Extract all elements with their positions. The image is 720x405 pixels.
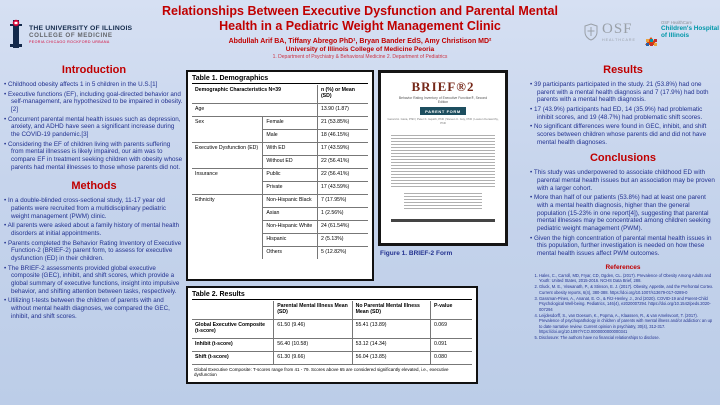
table1-row bbox=[192, 181, 368, 194]
table1-header-characteristics: Demographic Characteristics N=39 bbox=[195, 87, 282, 93]
table1-value-cell: 17 (43.59%) bbox=[317, 142, 368, 155]
table2-title: Table 2. Results bbox=[192, 291, 472, 300]
osf-healthcare-label: HEALTHCARE bbox=[602, 38, 636, 42]
table1-category-cell bbox=[192, 220, 262, 233]
bullet-item: • This study was underpowered to associate childhood ED with parental mental health issues but an association may be proven with a larger cohort. bbox=[530, 169, 716, 192]
table1-subcategory-cell: Female bbox=[262, 116, 317, 129]
table1-value-cell: 17 (43.59%) bbox=[317, 181, 368, 194]
methods-heading: Methods bbox=[71, 180, 117, 193]
uic-column-icon bbox=[8, 18, 24, 50]
bullet-item: • All parents were asked about a family history of mental health disorders at initial appointments. bbox=[4, 222, 184, 237]
bullet-item: • Concurrent parental mental health issues such as depression, anxiety, and ADHD have seen a significant increase during the COVID-19 pandemic.[3] bbox=[4, 116, 184, 139]
table1-category-cell: Sex bbox=[192, 116, 262, 129]
table1-value-cell: 2 (5.13%) bbox=[317, 233, 368, 246]
table2-row bbox=[192, 338, 472, 351]
table1-category-cell bbox=[192, 207, 262, 220]
uic-name: THE UNIVERSITY OF ILLINOIS bbox=[29, 24, 133, 32]
conclusions-heading: Conclusions bbox=[589, 152, 656, 165]
table1-category-cell: Insurance bbox=[192, 168, 262, 181]
table1-value-cell: 5 (12.82%) bbox=[317, 246, 368, 259]
poster-departments: 1. Department of Psychiatry & Behavioral Medicine 2. Department of Pediatrics bbox=[272, 53, 448, 60]
table1-row bbox=[192, 129, 368, 142]
table2-results bbox=[186, 286, 478, 384]
left-column bbox=[4, 60, 184, 401]
poster-header bbox=[130, 4, 590, 60]
table1-row bbox=[192, 142, 368, 155]
table1-category-cell: Age bbox=[192, 103, 262, 116]
table2-header-row bbox=[192, 301, 472, 319]
table1 bbox=[192, 85, 368, 259]
form-text-placeholder bbox=[391, 135, 494, 187]
table1-value-cell: 24 (61.54%) bbox=[317, 220, 368, 233]
table2-header-pmi: Parental Mental Illness Mean (SD) bbox=[273, 301, 351, 319]
table2-nopmi-cell: 56.04 (13.85) bbox=[352, 351, 430, 364]
table1-value-cell: 13.90 (1.87) bbox=[317, 103, 368, 116]
chi-region: of Illinois bbox=[661, 32, 690, 40]
methods-bullets bbox=[4, 197, 184, 320]
table1-subcategory-cell: Others bbox=[262, 246, 317, 259]
table2-pmi-cell: 56.40 (10.58) bbox=[273, 338, 351, 351]
bullet-item: • The BRIEF-2 assessments provided global executive composite (GEC), inhibit, and shift scores, which provide a global summary of executive functions, insight into impulsive behavior, and shifting attention between tasks, respectively. bbox=[4, 265, 184, 296]
poster-affiliation: University of Illinois College of Medicine Peoria bbox=[285, 45, 435, 53]
table1-row bbox=[192, 194, 368, 207]
conclusions-bullets bbox=[530, 169, 716, 257]
figure1-caption: Figure 1. BRIEF-2 Form bbox=[380, 250, 453, 257]
chi-name: Children's Hospital bbox=[661, 25, 719, 32]
table1-row bbox=[192, 246, 368, 259]
bullet-item: • Childhood obesity affects 1 in 5 children in the U.S.[1] bbox=[4, 81, 184, 89]
table2-header-pvalue: P-value bbox=[430, 301, 472, 319]
osf-childrens-hospital-logo bbox=[645, 20, 719, 39]
reference-item: 2. Gluck, M. E., Viswanath, P., & Stinson, E. J. (2017). Obesity, Appetite, and the Prefrontal Cortex. Current obesity reports, 6(4), 380-388. https://doi.org/10.1007/s13679-017-0289-0 bbox=[539, 284, 716, 295]
table1-value-cell: 1 (2.56%) bbox=[317, 207, 368, 220]
table1-subcategory-cell: Hispanic bbox=[262, 233, 317, 246]
table1-subcategory-cell: Asian bbox=[262, 207, 317, 220]
bullet-item: • Given the high concentration of parental mental health issues in this population, further investigation is needed on how these mental health issues affect PWM outcomes. bbox=[530, 235, 716, 258]
form-text-placeholder bbox=[404, 193, 482, 211]
table2-nopmi-cell: 53.12 (14.34) bbox=[352, 338, 430, 351]
introduction-bullets bbox=[4, 81, 184, 171]
table1-row bbox=[192, 220, 368, 233]
table2-measure-cell: Global Executive Composite (t-score) bbox=[192, 319, 273, 338]
references-heading: References bbox=[605, 263, 641, 271]
table1-header-values: n (%) or Mean (SD) bbox=[317, 85, 368, 103]
table1-value-cell: 22 (56.41%) bbox=[317, 168, 368, 181]
table1-row bbox=[192, 116, 368, 129]
reference-item: 4. Leijdesdorff, S., van Doesum, K., Popma, A., Klaassen, R., & van Amelsvoort, T. (2017). Prevalence of psychopathology in children of parents with mental illness and/or addiction: an up to date narrative review. Current opinion in psychiatry, 30(4), 312-317. https://doi.org/10.1097/YCO.0000000000000341 bbox=[539, 313, 716, 334]
bullet-item: • More than half of our patients (53.8%) had at least one parent with a mental health diagnosis, higher than the general population (15-23% in one report[4]), suggesting that parental mental illnesses may be concentrated among children seeking pediatric weight management (PWM). bbox=[530, 194, 716, 232]
table1-value-cell: 21 (53.85%) bbox=[317, 116, 368, 129]
table2-footnote: Global Executive Composite: T-scores range from 41 - 79. Scores above 65 are considered significantly elevated, i.e., executive dysfunction bbox=[192, 364, 472, 378]
table2 bbox=[192, 301, 472, 364]
reference-item: 3. Gassman-Pines, A., Ananat, E. O., & Fitz-Henley, J., 2nd (2020). COVID-19 and Parent-Child Psychological Well-being. Pediatrics, 146(4), e2020007294. https://doi.org/10.1542/peds.2020-007294 bbox=[539, 296, 716, 312]
table1-subcategory-cell: With ED bbox=[262, 142, 317, 155]
bullet-item: • In a double-blinded cross-sectional study, 11-17 year old patients were recruited from a multidisciplinary pediatric weight management (PWM) clinic. bbox=[4, 197, 184, 220]
table1-header-row bbox=[192, 85, 368, 103]
uic-campuses: PEORIA CHICAGO ROCKFORD URBANA bbox=[29, 39, 110, 44]
table1-row bbox=[192, 155, 368, 168]
results-heading: Results bbox=[603, 64, 643, 76]
brief2-form-authors: Gerard A. Gioia, PhD | Peter K. Isquith, PhD | Steven C. Guy, PhD | Lauren Kenworthy, PhD bbox=[387, 117, 499, 126]
table2-pvalue-cell: 0.069 bbox=[430, 319, 472, 338]
chi-osf-label: OSF HealthCare bbox=[661, 20, 692, 25]
table1-category-cell bbox=[192, 233, 262, 246]
table1-category-cell bbox=[192, 155, 262, 168]
table1-category-cell bbox=[192, 129, 262, 142]
table2-pvalue-cell: 0.080 bbox=[430, 351, 472, 364]
table2-measure-cell: Shift (t-score) bbox=[192, 351, 273, 364]
osf-healthcare-logo bbox=[583, 22, 636, 42]
figure1-brief2-form bbox=[378, 70, 508, 246]
bullet-item: • Executive functions (EF), including goal-directed behavior and self-management, are hypothesized to be impaired in obesity.[2] bbox=[4, 91, 184, 114]
brief2-form-subtitle: Behavior Rating Inventory of Executive Function®, Second Edition bbox=[398, 96, 488, 105]
results-bullets bbox=[530, 81, 716, 146]
brief2-form-title: BRIEF®2 bbox=[411, 79, 475, 94]
table1-row bbox=[192, 233, 368, 246]
reference-item: 1. Hales, C., Carroll, MD, Fryar, CD, Ogden, CL. (2017). Prevalence of Obesity Among Adults and Youth: United States, 2015-2016. NCHS Data Brief, 288. bbox=[539, 273, 716, 284]
bullet-item: • Parents completed the Behavior Rating Inventory of Executive Function-2 (BRIEF-2) parent form, to assess for executive dysfunction (ED) in their children. bbox=[4, 240, 184, 263]
osf-wordmark: OSF bbox=[602, 21, 633, 37]
table1-subcategory-cell: Non-Hispanic White bbox=[262, 220, 317, 233]
uic-college: COLLEGE OF MEDICINE bbox=[29, 31, 113, 39]
reference-item: 5. Disclosure: The authors have no financial relationships to disclose. bbox=[539, 335, 716, 340]
table1-row bbox=[192, 103, 368, 116]
table1-demographics bbox=[186, 70, 374, 281]
table1-subcategory-cell: Non-Hispanic Black bbox=[262, 194, 317, 207]
table1-subcategory-cell: Private bbox=[262, 181, 317, 194]
table1-row bbox=[192, 168, 368, 181]
table2-pmi-cell: 61.50 (9.46) bbox=[273, 319, 351, 338]
poster-title: Relationships Between Executive Dysfunction and Parental Mental Health in a Pediatric Weight Management Clinic bbox=[162, 4, 558, 34]
table1-value-cell: 7 (17.95%) bbox=[317, 194, 368, 207]
table2-pmi-cell: 61.30 (9.66) bbox=[273, 351, 351, 364]
right-column bbox=[530, 60, 716, 401]
table1-value-cell: 18 (46.15%) bbox=[317, 129, 368, 142]
table2-row bbox=[192, 319, 472, 338]
bullet-item: • No significant differences were found in GEC, inhibit, and shift scores between children whose parents did and did not have mental health diagnoses. bbox=[530, 123, 716, 146]
form-footer-bar bbox=[391, 219, 494, 222]
table2-body bbox=[192, 319, 472, 364]
introduction-heading: Introduction bbox=[61, 64, 127, 76]
table1-category-cell: Executive Dysfunction (ED) bbox=[192, 142, 262, 155]
table1-body bbox=[192, 103, 368, 259]
table2-nopmi-cell: 55.41 (13.89) bbox=[352, 319, 430, 338]
table1-category-cell bbox=[192, 181, 262, 194]
bullet-item: • Utilizing t-tests between the children of parents with and without mental health diagnoses, we compared the GEC, inhibit, and shift scores. bbox=[4, 297, 184, 320]
table1-value-cell: 22 (56.41%) bbox=[317, 155, 368, 168]
table1-category-cell: Ethnicity bbox=[192, 194, 262, 207]
osf-crest-icon bbox=[583, 23, 599, 41]
poster-authors: Abdullah Arif BA, Tiffany Abrego PhD¹, Bryan Bander EdS, Amy Christison MD² bbox=[228, 37, 492, 45]
table2-header-nopmi: No Parental Mental Illness Mean (SD) bbox=[352, 301, 430, 319]
bullet-item: • Considering the EF of children living with parents suffering from mental illnesses is likely impaired, our aim was to compare EF in treatment seeking children with obesity whose parents had mental illnesses to those whose parents did not. bbox=[4, 141, 184, 172]
bullet-item: • 39 participants participated in the study. 21 (53.8%) had one parent with a mental health diagnosis and 7 (17.9%) had both parents with a mental health diagnosis. bbox=[530, 81, 716, 104]
table2-measure-cell: Inhibit (t-score) bbox=[192, 338, 273, 351]
references-list bbox=[530, 273, 716, 341]
table1-title: Table 1. Demographics bbox=[192, 75, 368, 84]
table2-header-blank bbox=[192, 301, 273, 319]
brief2-parent-form-badge: PARENT FORM bbox=[420, 107, 466, 115]
table1-subcategory-cell bbox=[262, 103, 317, 116]
table1-subcategory-cell: Male bbox=[262, 129, 317, 142]
table1-subcategory-cell: Public bbox=[262, 168, 317, 181]
bullet-item: • 17 (43.9%) participants had ED, 14 (35.9%) had problematic inhibit scores, and 19 (48.7%) had problematic shift scores. bbox=[530, 106, 716, 121]
table2-row bbox=[192, 351, 472, 364]
table1-category-cell bbox=[192, 246, 262, 259]
table1-row bbox=[192, 207, 368, 220]
table2-pvalue-cell: 0.091 bbox=[430, 338, 472, 351]
table1-subcategory-cell: Without ED bbox=[262, 155, 317, 168]
childrens-hospital-icon bbox=[645, 20, 658, 36]
